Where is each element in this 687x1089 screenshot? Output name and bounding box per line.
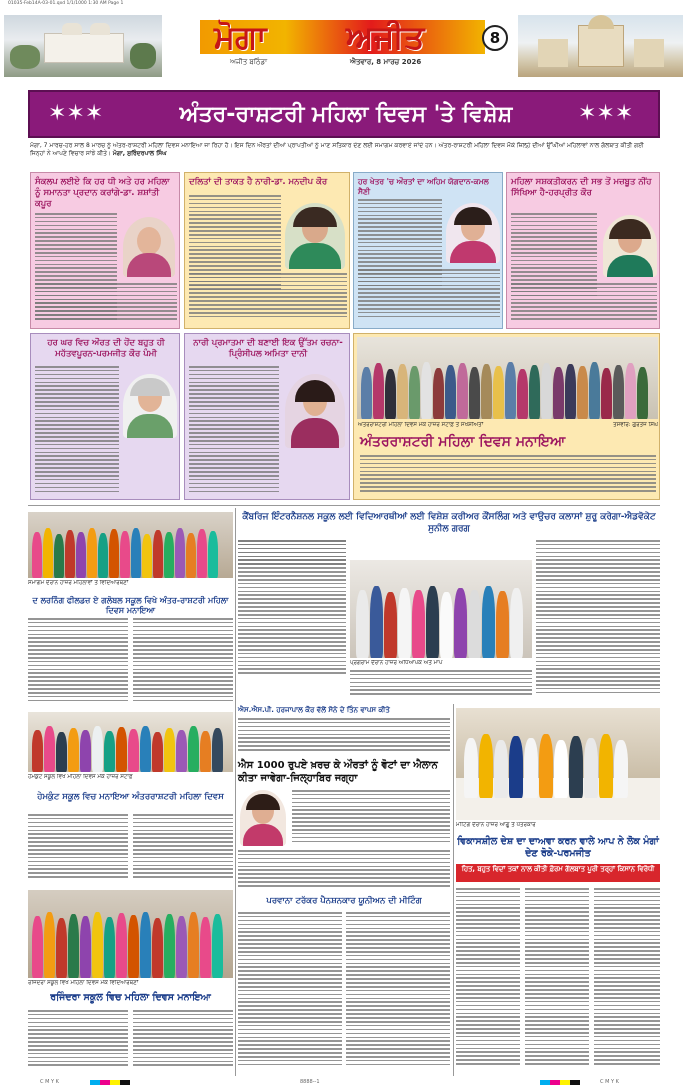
intro-text: ਮੋਗਾ, 7 ਮਾਰਚ-ਹਰ ਸਾਲ 8 ਮਾਰਚ ਨੂੰ ਅੰਤਰ-ਰਾਸ਼ਟਰੀ ਮਹਿਲਾ ਦਿਵਸ ਮਨਾਇਆ ਜਾ ਰਿਹਾ ਹੈ। ਇਸ ਦਿਨ ਔਰਤਾਂ ਦੀਆਂ ਪ੍ਰਾਪਤੀਆਂ ਨੂੰ ਮਾਣ ਸਤਿਕਾਰ ਦੇਣ ਲਈ ਸਮਾਗਮ ਕਰਵਾਏ ਜਾਂਦੇ ਹਨ। ਅੰਤਰ-ਰਾਸ਼ਟਰੀ ਮਹਿਲਾ ਦਿਵਸ ਮੌਕੇ ਜ਼ਿਲ੍ਹੇ ਦੀਆਂ ਉੱਘੀਆਂ ਮਹਿਲਾਵਾਂ ਨਾਲ ਗੱਲਬਾਤ ਕੀਤੀ ਗਈ ਜਿਨ੍ਹਾਂ ਨੇ ਆਪਣੇ ਵਿਚਾਰ ਸਾਂਝੇ ਕੀਤੇ।	[30, 142, 644, 157]
left-story-2-photo	[28, 712, 233, 772]
center-story-headline: ਕੈਂਬਰਿਜ ਇੰਟਰਨੈਸ਼ਨਲ ਸਕੂਲ ਲਈ ਵਿਦਿਆਰਥੀਆਂ ਲਈ ਵਿਸ਼ੇਸ਼ ਕਰੀਅਰ ਕੌਂਸਲਿੰਗ ਅਤੇ ਵਾਉਚਰ ਕਲਾਸਾਂ ਸ਼ੁਰੂ ਕਰੇਗਾ-ਐਡਵੋਕੇਟ ਸੁਨੀਲ ਗਰਗ	[242, 512, 656, 534]
feature-panel-4	[506, 172, 660, 329]
right-story-caption: ਮੀਟਿੰਗ ਦੌਰਾਨ ਹਾਜ਼ਰ ਆਗੂ ਤੇ ਪੱਤਰਕਾਰ	[456, 822, 536, 828]
feature-6-portrait	[285, 374, 345, 448]
center-story-photo	[350, 560, 532, 658]
footer-cmyk-left: C M Y K	[40, 1079, 59, 1085]
masthead	[0, 10, 687, 82]
mid-story-big-headline: ਐਸ 1000 ਰੁਪਏ ਖ਼ਰਚ ਕੇ ਔਰਤਾਂ ਨੂੰ ਵੋਟਾਂ ਦਾ ਐਲਾਨ ਕੀਤਾ ਜਾਵੇਗਾ-ਜਿਲ੍ਹਾਬਿਰ ਜਗ੍ਹਾ	[238, 760, 438, 784]
column-divider	[235, 508, 236, 1076]
left-story-1-body	[28, 618, 128, 706]
event-box	[353, 333, 660, 500]
feature-4-headline: ਮਹਿਲਾ ਸਸ਼ਕਤੀਕਰਨ ਦੀ ਸਭ ਤੋਂ ਮਜ਼ਬੂਤ ਨੀਂਹ ਸਿੱਖਿਆ ਹੈ-ਹਰਪ੍ਰੀਤ ਕੌਰ	[511, 177, 652, 198]
feature-panel-1	[30, 172, 180, 329]
masthead-title-block	[200, 14, 485, 74]
feature-5-headline: ਹਰ ਘਰ ਵਿਚ ਔਰਤ ਦੀ ਹੋਂਦ ਬਹੁਤ ਹੀ ਮਹੱਤਵਪੂਰਨ-ਪਰਮਜੀਤ ਕੌਰ ਪੰਮੀ	[47, 338, 165, 359]
footer-cmyk-right: C M Y K	[600, 1079, 619, 1085]
right-story-photo	[456, 708, 660, 820]
event-credit: ਤਸਵੀਰ: ਗੁਰਤੇਜ ਸਿੰਘ	[613, 422, 658, 428]
mid-story-portrait	[240, 790, 286, 846]
feature-5-portrait	[123, 374, 177, 438]
masthead-right-image	[518, 15, 683, 77]
feature-1-headline: ਸੰਕਲਪ ਲਈਏ ਕਿ ਹਰ ਧੀ ਅਤੇ ਹਰ ਮਹਿਲਾ ਨੂੰ ਸਮਾਨਤਾ ਪ੍ਰਦਾਨ ਕਰਾਂਗੇ-ਡਾ. ਸ਼ਸ਼ਾਂਤੀ ਕਪੂਰ	[35, 177, 170, 209]
left-story-1-photo	[28, 512, 233, 578]
mid-story-headline: ਐਸ.ਐਸ.ਪੀ. ਹਰਜਾਪਾਲ ਕੌਰ ਵੱਲੋਂ ਸੋਨੇ ਦੇ ਤਿੰਨ ਵਾਪਸ ਕੀਤੇ	[238, 706, 390, 714]
left-story-3-caption: ਰਜਿੰਦਰਾ ਸਕੂਲ ਵਿਖੇ ਮਹਿਲਾ ਦਿਵਸ ਮੌਕੇ ਵਿਦਿਆਰਥਣਾਂ	[28, 980, 139, 986]
intro-paragraph	[30, 142, 658, 168]
ptu-story-body	[238, 912, 342, 1072]
right-story-subhead: ਹਿਤ, ਬਹੁਤ ਵਿਦਾਂ ਤਕਾਂ ਨਾਲ ਕੀਤੀ ਫ਼ੋਰਮ ਗੱਲਬਾਤ ਪੂਰੀ ਤਰ੍ਹਾਂ ਕਿਸਾਨ ਵਿਰੋਧੀ	[461, 865, 655, 873]
center-story-caption: ਪ੍ਰੋਗਰਾਮ ਦੌਰਾਨ ਹਾਜ਼ਰ ਅਧਿਆਪਕ ਅਤੇ ਮਾਪੇ	[350, 660, 443, 666]
intro-byline: ਮੋਗਾ, ਸੁਰਿੰਦਰਪਾਲ ਸਿੰਘ	[112, 149, 167, 157]
page-number-badge: 8	[482, 25, 508, 51]
feature-panel-6	[184, 333, 350, 500]
feature-6-headline: ਨਾਰੀ ਪ੍ਰਮਾਤਮਾ ਦੀ ਬਣਾਈ ਇਕ ਉੱਤਮ ਰਚਨਾ-ਪ੍ਰਿੰਸੀਪਲ ਅਮਿਤਾ ਦਾਨੀ	[193, 338, 343, 359]
left-story-1-headline: ਦ ਲਰਨਿੰਗ ਫੀਲਡਜ਼ ਏ ਗਲੋਬਲ ਸਕੂਲ ਵਿਖੇ ਅੰਤਰ-ਰਾਸ਼ਟਰੀ ਮਹਿਲਾ ਦਿਵਸ ਮਨਾਇਆ	[32, 596, 229, 615]
feature-3-headline: ਹਰ ਖੇਤਰ 'ਚ ਔਰਤਾਂ ਦਾ ਅਹਿਮ ਯੋਗਦਾਨ-ਕਮਲ ਸੈਣੀ	[358, 177, 489, 196]
masthead-title-left: ਮੋਗਾ	[214, 18, 267, 56]
feature-panel-2	[184, 172, 350, 329]
left-story-2-headline: ਹੇਮਕੁੰਟ ਸਕੂਲ ਵਿਚ ਮਨਾਇਆ ਅੰਤਰਰਾਸ਼ਟਰੀ ਮਹਿਲਾ ਦਿਵਸ	[37, 792, 224, 802]
masthead-title-right: ਅਜੀਤ	[346, 18, 425, 56]
feature-3-portrait	[446, 203, 500, 263]
feature-banner	[28, 90, 660, 138]
footer-center: 8888--1	[300, 1079, 320, 1085]
feature-2-portrait	[285, 203, 345, 269]
banner-title: ਅੰਤਰ-ਰਾਸ਼ਟਰੀ ਮਹਿਲਾ ਦਿਵਸ 'ਤੇ ਵਿਸ਼ੇਸ਼	[179, 102, 513, 127]
feature-panel-5	[30, 333, 180, 500]
masthead-publisher: ਅਜੀਤ ਬਠਿੰਡਾ	[230, 58, 268, 66]
column-divider	[453, 704, 454, 1076]
feature-1-portrait	[123, 217, 175, 277]
event-caption: ਅੰਤਰਰਾਸ਼ਟਰੀ ਮਹਿਲਾ ਦਿਵਸ ਮੌਕੇ ਹਾਜ਼ਰ ਸਟਾਫ਼ ਤੇ ਸਖਸ਼ੀਅਤਾਂ	[358, 422, 484, 428]
section-divider	[28, 505, 660, 506]
banner-stars-right: ✶✶✶	[578, 101, 634, 126]
event-headline: ਅੰਤਰਰਾਸ਼ਟਰੀ ਮਹਿਲਾ ਦਿਵਸ ਮਨਾਇਆ	[360, 434, 566, 450]
left-story-2-body	[28, 814, 128, 884]
footer-bar	[0, 1078, 687, 1089]
right-story-body	[456, 888, 520, 1072]
feature-2-headline: ਦਲਿਤਾਂ ਦੀ ਤਾਕਤ ਹੈ ਨਾਰੀ-ਡਾ. ਮਨਦੀਪ ਕੌਰ	[189, 177, 328, 187]
file-header: 01035-Feb14A-03-01.qxd 1/1/1000 1:30 AM Page 1	[8, 1, 124, 6]
feature-panel-3	[353, 172, 503, 329]
masthead-date: ਐਤਵਾਰ, 8 ਮਾਰਚ 2026	[350, 58, 422, 66]
feature-4-portrait	[603, 215, 657, 277]
left-story-3-photo	[28, 890, 233, 978]
ptu-story-headline: ਪਰਵਾਨਾ ਟਰੱਕਰ ਪੈਨਸ਼ਨਕਾਰ ਯੂਨੀਅਨ ਦੀ ਮੀਟਿੰਗ	[266, 896, 422, 906]
masthead-left-image	[4, 15, 162, 77]
left-story-1-caption: ਸਮਾਗਮ ਦੌਰਾਨ ਹਾਜ਼ਰ ਮਹਿਲਾਵਾਂ ਤੇ ਵਿਦਿਆਰਥਣਾਂ	[28, 580, 129, 586]
left-story-3-headline: ਰਜਿੰਦਰਾ ਸਕੂਲ ਵਿਚ ਮਹਿਲਾ ਦਿਵਸ ਮਨਾਇਆ	[50, 992, 211, 1003]
right-story-subhead-box	[456, 864, 660, 882]
banner-stars-left: ✶✶✶	[48, 101, 104, 126]
right-story-headline: ਵਿਕਾਸਸ਼ੀਲ ਦੇਸ਼ ਦਾ ਦਾਅਵਾ ਕਰਨ ਵਾਲੇ ਆਪ ਨੇ ਲੋਕ ਮੰਗਾਂ ਦੇਣ ਰੋਕੇ-ਪਰਮਜੀਤ	[457, 836, 659, 859]
event-group-photo	[357, 337, 658, 419]
left-story-2-caption: ਹੇਮਕੁੰਟ ਸਕੂਲ ਵਿਖੇ ਮਹਿਲਾ ਦਿਵਸ ਮੌਕੇ ਹਾਜ਼ਰ ਸਟਾਫ਼	[28, 774, 133, 780]
left-story-3-body	[28, 1010, 128, 1072]
